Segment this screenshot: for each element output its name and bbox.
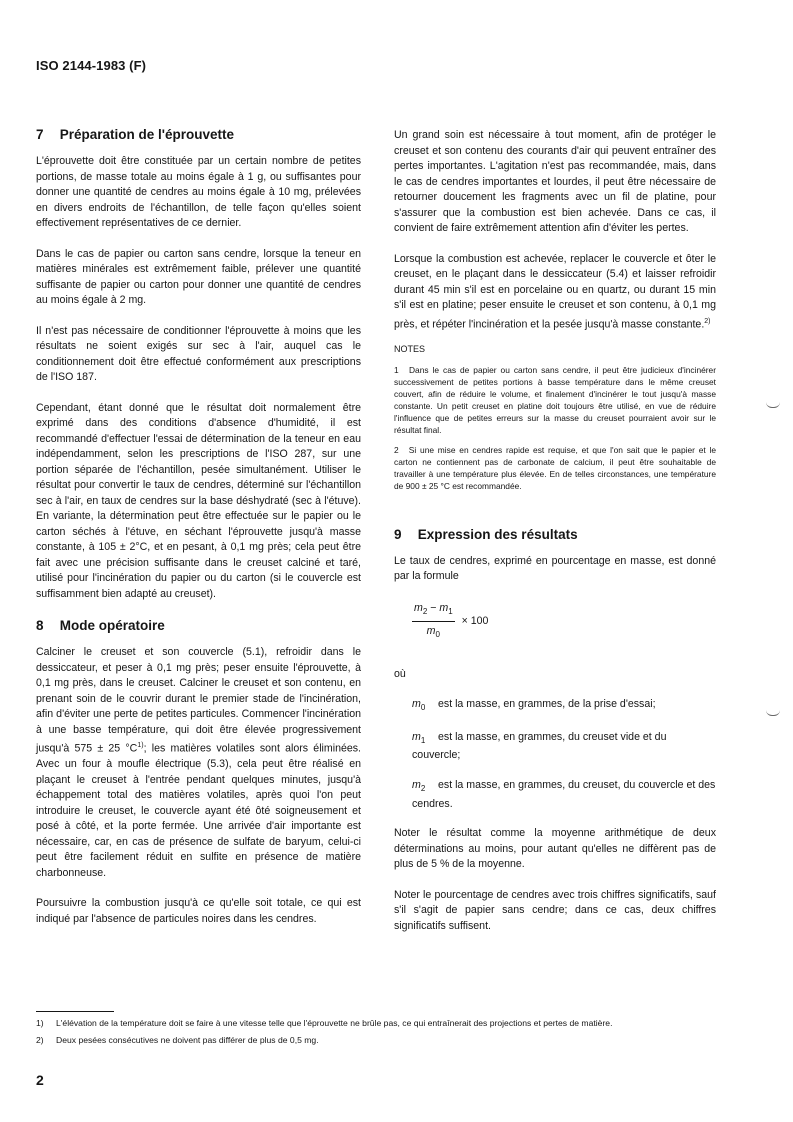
page-number: 2 xyxy=(36,1072,44,1088)
footnote xyxy=(36,1034,736,1046)
variable-definition xyxy=(412,730,716,764)
formula-fraction xyxy=(412,601,455,643)
section-8-p1-text: Calciner le creuset et son couvercle (5.1), refroidir dans le dessiccateur, et peser à 0,1 mg près; peser ensuite l'éprouvette, à 0,1 mg près, dans le creuset. Calciner le creuset et son contenu, en prenant soin de le couvrir durant le premier stade de l'incinération, afin d'éviter une perte de petites particules. Commencer l'incinération à une basse température, qui doit être élevée progressivement jusqu'à 575 ± 25 °C xyxy=(36,646,361,755)
footnote-ref-2: 2) xyxy=(704,317,711,325)
footnote-text: L'élévation de la température doit se faire à une vitesse telle que l'éprouvette ne brûle pas, ce qui entraînerait des projections et pertes de matière. xyxy=(56,1018,613,1028)
variable-definition xyxy=(412,697,716,716)
note-text: Dans le cas de papier ou carton sans cendre, il peut être judicieux d'incinérer successivement de petites portions à basse température dans le même creuset couvert, afin de réduire le volume, et finalement d'incinérer le tout jusqu'à masse constante. Un petit creuset en platine doit toujours être utilisé, en vue de réduire l'influence que de petites erreurs sur la masse du creuset pourraient avoir sur le résultat final. xyxy=(394,364,716,435)
variable-definition xyxy=(412,778,716,812)
formula-multiplier: × 100 xyxy=(461,614,489,627)
section-7-title: Préparation de l'éprouvette xyxy=(59,127,235,142)
variable-description: est la masse, en grammes, de la prise d'essai; xyxy=(438,698,656,711)
footnote xyxy=(36,1017,736,1029)
footnote-separator xyxy=(36,1011,114,1012)
section-8-p4-text: Lorsque la combustion est achevée, replacer le couvercle et ôter le creuset, en le plaçant dans le dessiccateur (5.4) et laisser refroidir durant 45 min s'il est en porcelaine ou en quartz, ou durant 15 min s'il est en platine; peser ensuite le creuset et son contenu, à 0,1 mg près, et répéter l'incinération et la pesée jusqu'à masse constante. xyxy=(394,252,716,331)
section-9-intro: Le taux de cendres, exprimé en pourcentage en masse, est donné par la formule xyxy=(394,554,716,583)
ash-content-formula xyxy=(412,601,716,643)
note-number: 2 xyxy=(394,444,399,455)
section-9-number: 9 xyxy=(394,526,402,542)
section-7-paragraph: L'éprouvette doit être constituée par un certain nombre de petites portions, de masse totale au moins égale à 1 g, ou suffisantes pour donner une quantité de cendres au moins égale à 10 mg, prélevées en divers endroits de l'échantillon, de telle façon qu'elles soient effectivement représentatives de ce dernier. xyxy=(36,155,361,229)
formula-numerator: $m_2 - m_1$ xyxy=(412,601,455,623)
note-number: 1 xyxy=(394,364,399,375)
note-item xyxy=(394,364,716,436)
variable-description: est la masse, en grammes, du creuset, du couvercle et des cendres. xyxy=(412,778,716,810)
section-9-heading xyxy=(394,526,716,544)
section-8-heading xyxy=(36,617,361,635)
section-9-paragraph: Noter le résultat comme la moyenne arithmétique de deux déterminations au moins, pour autant qu'elles ne diffèrent pas de plus de 5 % de la moyenne. xyxy=(394,827,716,871)
section-8-paragraph xyxy=(394,252,716,333)
right-column xyxy=(394,128,716,949)
formula-denominator: $m_0$ xyxy=(426,625,440,640)
margin-mark xyxy=(766,402,780,408)
section-8-paragraph: Un grand soin est nécessaire à tout moment, afin de protéger le creuset et son contenu des courants d'air qui peuvent entraîner des pertes importantes. L'agitation n'est pas recommandée, mais, dans le cas de cendres importantes et lourdes, il peut être nécessaire de retourner doucement les fragments avec un fil de platine, pour s'assurer que la combustion est bien achevée. Dans ce cas, il convient de faire extrêmement attention afin d'éviter les pertes. xyxy=(394,129,716,234)
section-7-number: 7 xyxy=(36,127,44,142)
document-id-header: ISO 2144-1983 (F) xyxy=(36,58,147,73)
footnote-number: 1) xyxy=(36,1018,44,1028)
footnote-text: Deux pesées consécutives ne doivent pas différer de plus de 0,5 mg. xyxy=(56,1035,319,1045)
footnote-ref-1: 1) xyxy=(137,742,144,749)
section-8-title: Mode opératoire xyxy=(59,618,165,633)
section-9-paragraph: Noter le pourcentage de cendres avec trois chiffres significatifs, sauf s'il s'agit de papier sans cendre; dans ce cas, deux chiffres significatifs suffisent. xyxy=(394,888,716,932)
variable-symbol: $m_0$ xyxy=(412,698,426,713)
section-8-paragraph: Poursuivre la combustion jusqu'à ce qu'elle soit totale, ce qui est indiqué par l'absence de particules noires dans les cendres. xyxy=(36,897,361,925)
footnote-number: 2) xyxy=(36,1035,44,1045)
section-8-paragraph xyxy=(36,645,361,881)
note-text: Si une mise en cendres rapide est requise, et que l'on sait que le papier et le carton ne contiennent pas de carbonate de calcium, il peut être souhaitable de travailler à une température plus élevée. En de telles circonstances, une température de 900 ± 25 °C est recommandée. xyxy=(394,444,716,491)
margin-mark xyxy=(766,710,780,716)
section-7-paragraph: Il n'est pas nécessaire de conditionner l'éprouvette à moins que les résultats ne soient exigés sur sec à l'air, auquel cas le conditionnement doit être effectué conformément aux prescriptions de l'ISO 187. xyxy=(36,324,361,383)
section-8-p1-rest: ; les matières volatiles sont alors éliminées. Avec un four à moufle électrique (5.3), cela peut être réalisé en plaçant le creuset à l'entrée pendant quelques minutes, jusqu'à échappement total des matières volatiles, après quoi l'on peut introduire le creuset, le couvercle ayant été ôté soigneusement et posé à côté, et la porte fermée. Une arrivée d'air importante est nécessaire, car, en cas de présence de sulfate de baryum, celui-ci peut être facilement réduit en sulfite en présence de matière charbonneuse. xyxy=(36,742,361,879)
variable-symbol: $m_2$ xyxy=(412,778,426,794)
variable-description: est la masse, en grammes, du creuset vide et du couvercle; xyxy=(412,730,667,762)
variable-symbol: $m_1$ xyxy=(412,730,426,745)
section-7-paragraph: Cependant, étant donné que le résultat doit normalement être exprimé dans des conditions d'absence d'humidité, il est recommandé d'effectuer l'essai de détermination de la teneur en eau indépendamment, selon les prescriptions de l'ISO 287, sur une portion séparée de l'échantillon, pesée simultanément. Utiliser le résultat pour convertir le taux de cendres, déterminé sur l'échantillon sec à l'air, en taux de cendres sur la base déshydraté (sec à l'étuve). En variante, la détermination peut être effectuée sur le papier ou le carton séchés à l'étuve, en séchant l'éprouvette jusqu'à masse constante, à 105 ± 2°C, et en pesant, à 0,1 mg près; cela peut être fait avec une précision suffisante dans le creuset calciné et taré, utilisé pour l'incinération du papier ou du carton (si le couvercle est suffisamment bien adapté au creuset). xyxy=(36,401,361,600)
section-7-heading xyxy=(36,126,361,144)
section-8-number: 8 xyxy=(36,618,44,633)
notes-heading: NOTES xyxy=(394,343,426,354)
where-label: où xyxy=(394,667,406,680)
section-7-paragraph: Dans le cas de papier ou carton sans cendre, lorsque la teneur en matières minérales est extrêmement faible, prélever une quantité suffisante de papier ou carton pour donner une quantité de cendres au moins égale à 2 mg. xyxy=(36,247,361,306)
note-item xyxy=(394,444,716,492)
left-column xyxy=(36,126,361,942)
section-9-title: Expression des résultats xyxy=(417,526,578,542)
